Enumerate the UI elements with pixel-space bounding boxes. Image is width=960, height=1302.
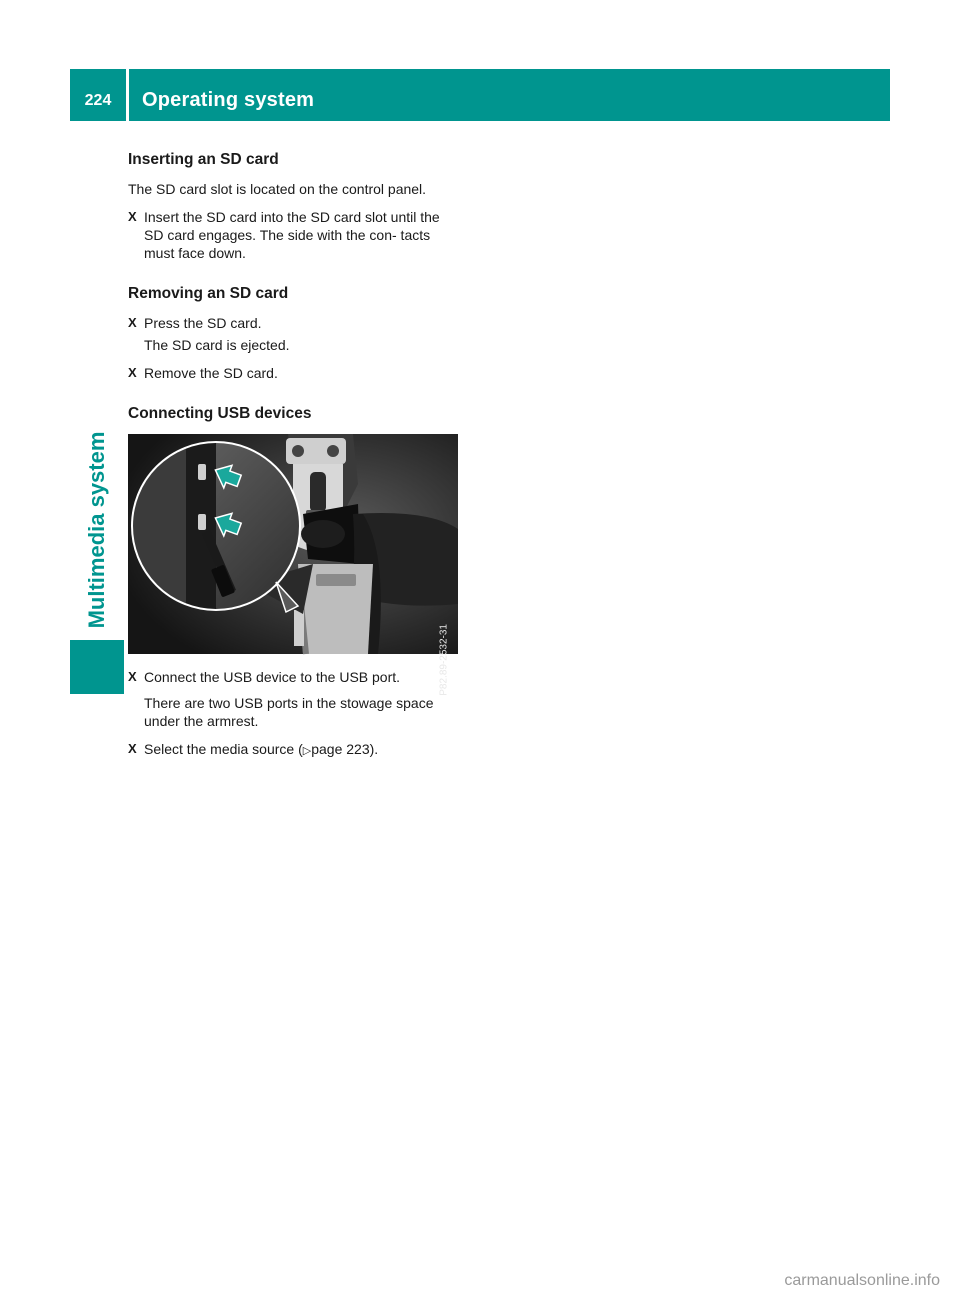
header-divider [126, 69, 129, 121]
step-marker: X [128, 209, 137, 224]
step-marker: X [128, 315, 137, 330]
heading-connecting-usb: Connecting USB devices [128, 405, 312, 422]
figure-code: P82.89-2532-31 [439, 624, 450, 696]
page-ref-arrow-icon: ▷ [302, 745, 312, 757]
step-press-sd [128, 314, 463, 332]
chapter-marker [70, 640, 124, 694]
step-marker: X [128, 741, 137, 756]
step-remove-sd [128, 364, 463, 382]
step-text: Connect the USB device to the USB port. [144, 669, 401, 685]
usb-illustration [128, 434, 458, 654]
step-text: Remove the SD card. [144, 365, 278, 381]
section-title: Operating system [142, 89, 315, 111]
step-result: The SD card is ejected. [144, 337, 290, 353]
page-number: 224 [84, 92, 112, 109]
page-header [70, 69, 890, 121]
step-text-prefix: Select the media source ( [144, 741, 303, 757]
step-marker: X [128, 669, 137, 684]
step-marker: X [128, 365, 137, 380]
step-text: Press the SD card. [144, 315, 262, 331]
page-reference-link[interactable]: page 223). [311, 741, 379, 757]
step-insert-sd [128, 208, 463, 262]
heading-inserting-sd: Inserting an SD card [128, 151, 279, 168]
usb-ports-note: There are two USB ports in the stowage space under the armrest. [144, 695, 434, 729]
watermark: carmanualsonline.info [784, 1272, 940, 1289]
main-content [128, 150, 463, 770]
step-select-media-source [128, 740, 463, 760]
chapter-label: Multimedia system [84, 431, 109, 629]
step-connect-usb [128, 668, 463, 686]
sd-slot-location-text: The SD card slot is located on the control panel. [128, 181, 427, 197]
heading-removing-sd: Removing an SD card [128, 285, 289, 302]
step-text: Insert the SD card into the SD card slot until the SD card engages. The side with the con- tacts must face down. [144, 209, 440, 261]
